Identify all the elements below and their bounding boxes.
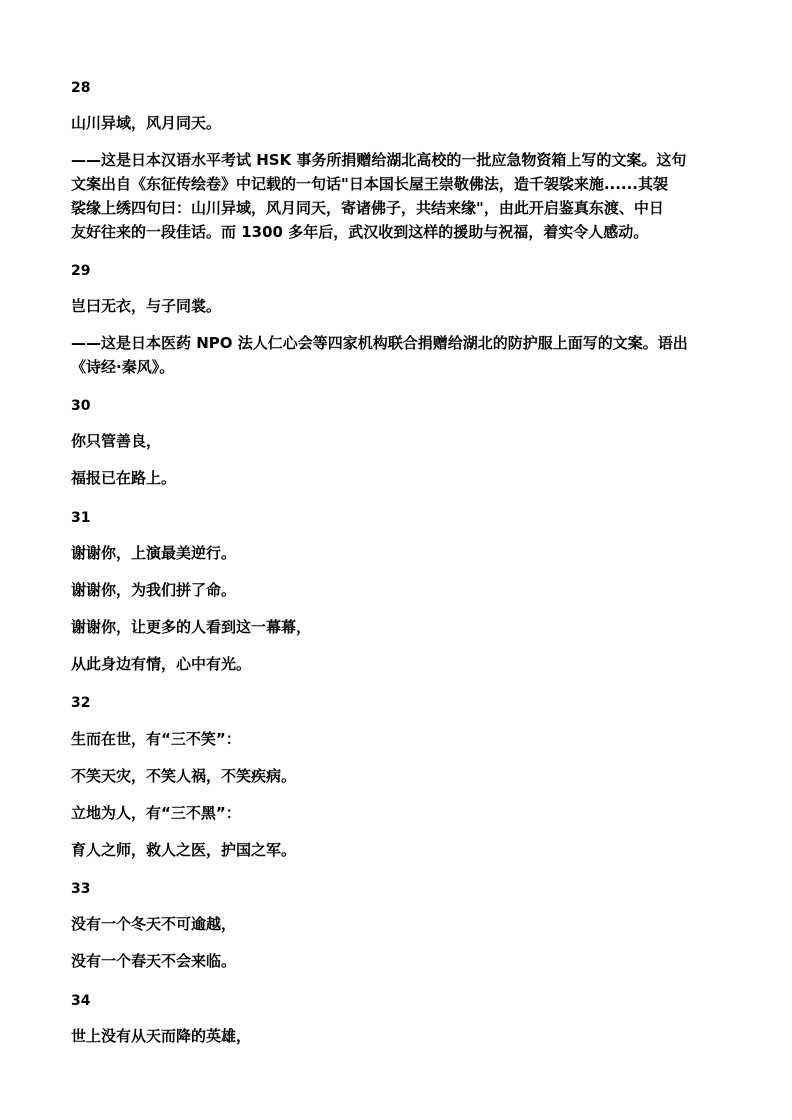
paragraph-line: 从此身边有情，心中有光。 (71, 655, 252, 673)
paragraph-line: 你只管善良， (71, 432, 162, 450)
paragraph-line: 文案出自《东征传绘卷》中记载的一句话"日本国长屋王崇敬佛法，造千袈裟来施......其袈 (71, 175, 669, 193)
section-number: 33 (71, 881, 91, 897)
paragraph-line: 立地为人，有“三不黑”： (71, 804, 241, 822)
paragraph-line: 育人之师，救人之医，护国之军。 (71, 841, 297, 859)
paragraph-line: ——这是日本医药 NPO 法人仁心会等四家机构联合捐赠给湖北的防护服上面写的文案。语出 (71, 334, 688, 352)
paragraph-line: ——这是日本汉语水平考试 HSK 事务所捐赠给湖北高校的一批应急物资箱上写的文案。这句 (71, 151, 687, 169)
paragraph-line: 《诗经·秦风》。 (71, 358, 175, 376)
paragraph-line: 福报已在路上。 (71, 469, 177, 487)
paragraph-line: 山川异域，风月同天。 (71, 114, 222, 132)
paragraph-line: 谢谢你，上演最美逆行。 (71, 544, 237, 562)
section-number: 34 (71, 993, 91, 1009)
section-number: 30 (71, 398, 91, 414)
paragraph-line: 生而在世，有“三不笑”： (71, 730, 241, 748)
section-number: 28 (71, 80, 91, 96)
section-number: 29 (71, 263, 91, 279)
paragraph-line: 谢谢你，让更多的人看到这一幕幕， (71, 618, 312, 636)
paragraph-line: 不笑天灾，不笑人祸，不笑疾病。 (71, 767, 297, 785)
paragraph-line: 友好往来的一段佳话。而 1300 多年后，武汉收到这样的援助与祝福，着实令人感动。 (71, 223, 649, 241)
paragraph-line: 世上没有从天而降的英雄， (71, 1027, 252, 1045)
section-number: 32 (71, 695, 91, 711)
paragraph-line: 没有一个冬天不可逾越， (71, 915, 237, 933)
paragraph-line: 裟缘上绣四句曰：山川异域，风月同天，寄诸佛子，共结来缘"，由此开启鉴真东渡、中日 (71, 199, 664, 217)
paragraph-line: 没有一个春天不会来临。 (71, 952, 237, 970)
paragraph-line: 岂曰无衣，与子同裳。 (71, 297, 222, 315)
paragraph-line: 谢谢你，为我们拼了命。 (71, 581, 237, 599)
section-number: 31 (71, 510, 91, 526)
